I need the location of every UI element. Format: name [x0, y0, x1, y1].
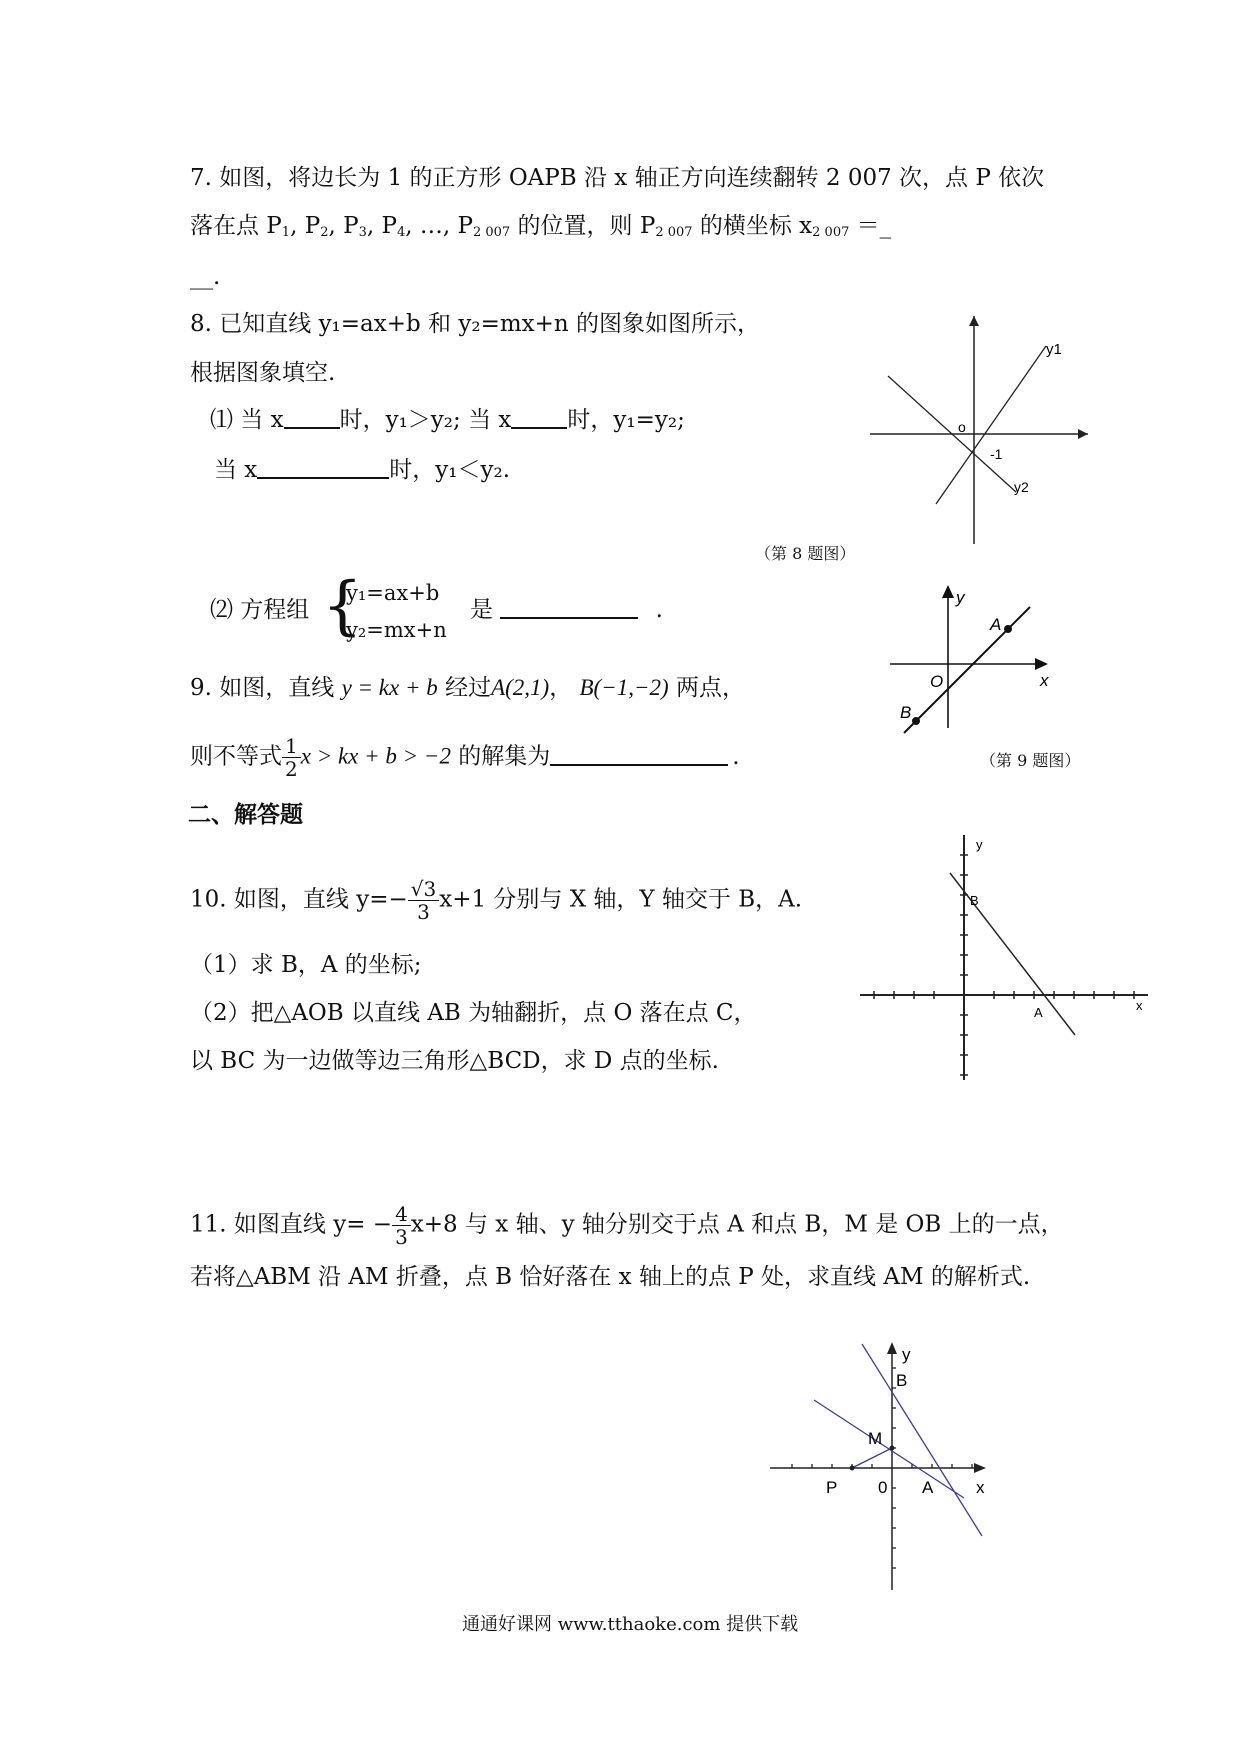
q8-text: 是 [470, 597, 493, 623]
point-m [890, 1446, 895, 1451]
arrow-icon [969, 316, 979, 326]
q7-line2: 落在点 $P_1$, $P_2$, $P_3$, $P_4$, …, $P_{2 007}$ 的位置，则 $P_{2 007}$ 的横坐标 $x_{2 007}$ ＝_ [190, 213, 892, 240]
q9-text: 经过 [445, 675, 492, 701]
q9-point-b: B(−1,−2) [579, 675, 669, 700]
q8-part1-row1 [210, 405, 685, 435]
q7-sub: 4 [396, 225, 406, 240]
point-b [912, 717, 920, 725]
q9-line2 [190, 735, 740, 780]
q10-sub1: （1）求 B，A 的坐标; [190, 952, 422, 978]
label-a: A [990, 615, 1002, 634]
label-origin: o [958, 419, 966, 435]
label-y2: y2 [1014, 479, 1029, 495]
q8-text: 时，y₁＞y₂; 当 x [339, 407, 512, 433]
label-y: y [902, 1345, 911, 1364]
arrow-icon [887, 1342, 897, 1354]
label-x: x [1040, 671, 1049, 690]
q10-figure [860, 835, 1150, 1085]
q11-text: 11. 如图直线 y= − [190, 1211, 393, 1238]
label-x: x [976, 1478, 985, 1497]
label-x: x [1136, 998, 1143, 1013]
q7-text: P [457, 213, 473, 239]
point-a [1004, 625, 1012, 633]
section-heading: 二、解答题 [188, 802, 303, 828]
fraction-numerator: 4 [392, 1203, 411, 1226]
q8-text: 时，y₁＜y₂. [389, 457, 511, 483]
q8-text: 时，y₁=y₂; [567, 407, 685, 433]
fraction-numerator: √3 [408, 878, 439, 901]
q11-line1 [190, 1203, 1064, 1248]
label-p: P [826, 1478, 838, 1497]
q9-text: 的解集为 [458, 743, 551, 770]
q7-sub: 2 007 [655, 225, 693, 240]
q8-eq1: y₁=ax+b [346, 581, 440, 605]
q9-inequality: x > kx + b > −2 [300, 743, 451, 769]
fraction-numerator: 1 [282, 735, 301, 758]
answer-blank[interactable] [257, 455, 389, 479]
q7-ellipsis: … [419, 213, 443, 239]
label-y: y [976, 837, 983, 852]
q8-part2-suffix [470, 595, 663, 625]
q9-text: 9. 如图，直线 [190, 675, 335, 701]
q8-figure [870, 316, 1090, 536]
q8-eq2: y₂=mx+n [346, 618, 447, 642]
q10-line1 [190, 878, 802, 923]
q11-text: x+8 与 x 轴、y 轴分别交于点 A 和点 B，M 是 OB 上的一点， [410, 1211, 1064, 1238]
q7-sub: 3 [358, 225, 367, 240]
label-b: B [896, 1371, 908, 1390]
label-origin: O [930, 672, 944, 691]
q9-text: 两点， [675, 675, 745, 701]
q8-line1: 8. 已知直线 y₁=ax+b 和 y₂=mx+n 的图象如图所示， [190, 311, 761, 337]
q7-text: 的位置，则 P [517, 213, 656, 239]
q8-part1-row2 [214, 455, 510, 485]
arrow-icon [1035, 658, 1048, 670]
q9-point-a: A(2,1) [491, 675, 550, 700]
q10-text: x+1 分别与 X 轴，Y 轴交于 B，A. [439, 886, 803, 913]
label-minus-one: -1 [990, 446, 1003, 462]
q9-equation: y = kx + b [341, 675, 438, 700]
q9-text: ， [549, 675, 573, 701]
label-y: y [956, 588, 965, 607]
q9-text: . [732, 743, 740, 770]
fraction-denominator: 3 [417, 900, 430, 924]
q10-sub2: （2）把△AOB 以直线 AB 为轴翻折，点 O 落在点 C， [190, 1000, 757, 1026]
q11-figure [770, 1340, 1000, 1590]
line-kx-b [904, 607, 1030, 733]
fraction-denominator: 2 [285, 757, 298, 781]
q7-line1: 7. 如图，将边长为 1 的正方形 OAPB 沿 x 轴正方向连续翻转 2 007 次，点 P 依次 [190, 165, 1045, 191]
q7-sub: 1 [281, 225, 291, 240]
line-ab [950, 873, 1075, 1035]
q7-sub: 2 [320, 225, 329, 240]
q11-line2: 若将△ABM 沿 AM 折叠，点 B 恰好落在 x 轴上的点 P 处，求直线 AM 的解析式. [190, 1264, 1031, 1290]
q8-caption: （第 8 题图） [755, 544, 856, 563]
q9-figure [890, 585, 1060, 735]
label-a: A [1034, 1005, 1043, 1020]
q10-sub3: 以 BC 为一边做等边三角形△BCD，求 D 点的坐标. [190, 1048, 719, 1074]
label-o: 0 [878, 1478, 888, 1497]
q7-text: ＝_ [856, 213, 892, 239]
q7-sub: 2 007 [812, 225, 850, 240]
label-a: A [922, 1478, 934, 1497]
answer-blank[interactable] [511, 405, 567, 429]
q8-text: . [655, 597, 663, 623]
q7-sub: 2 007 [472, 225, 511, 240]
label-b: B [970, 893, 979, 908]
q9-line1 [190, 673, 745, 703]
q8-text: ⑴ 当 x [210, 407, 284, 433]
q8-line2: 根据图象填空. [190, 360, 336, 386]
arrow-icon [974, 1463, 986, 1473]
fraction [408, 878, 439, 923]
q7-text: 落在点 P [190, 213, 282, 239]
answer-blank[interactable] [284, 405, 340, 429]
q9-text: 则不等式 [190, 743, 282, 770]
fraction [282, 735, 301, 780]
brace-icon: { [322, 569, 363, 643]
arrow-icon [942, 585, 954, 598]
q10-text: 10. 如图，直线 y=− [190, 886, 408, 913]
label-y1: y1 [1046, 341, 1062, 358]
fraction-denominator: 3 [395, 1225, 408, 1249]
label-b: B [900, 703, 912, 722]
answer-blank[interactable] [500, 595, 638, 619]
q7-line3: __. [190, 264, 221, 290]
point-p [850, 1466, 855, 1471]
page-footer: 通通好课网 www.tthaoke.com 提供下载 [462, 1614, 799, 1635]
q8-text: 当 x [214, 457, 258, 483]
q9-caption: （第 9 题图） [980, 751, 1081, 770]
fraction [392, 1203, 411, 1248]
arrow-icon [1078, 429, 1088, 439]
q7-text: 的横坐标 x [699, 213, 813, 239]
label-m: M [868, 1429, 883, 1448]
q8-part2-prefix: ⑵ 方程组 [210, 597, 310, 623]
line-y1 [936, 346, 1046, 504]
answer-blank[interactable] [550, 742, 728, 766]
